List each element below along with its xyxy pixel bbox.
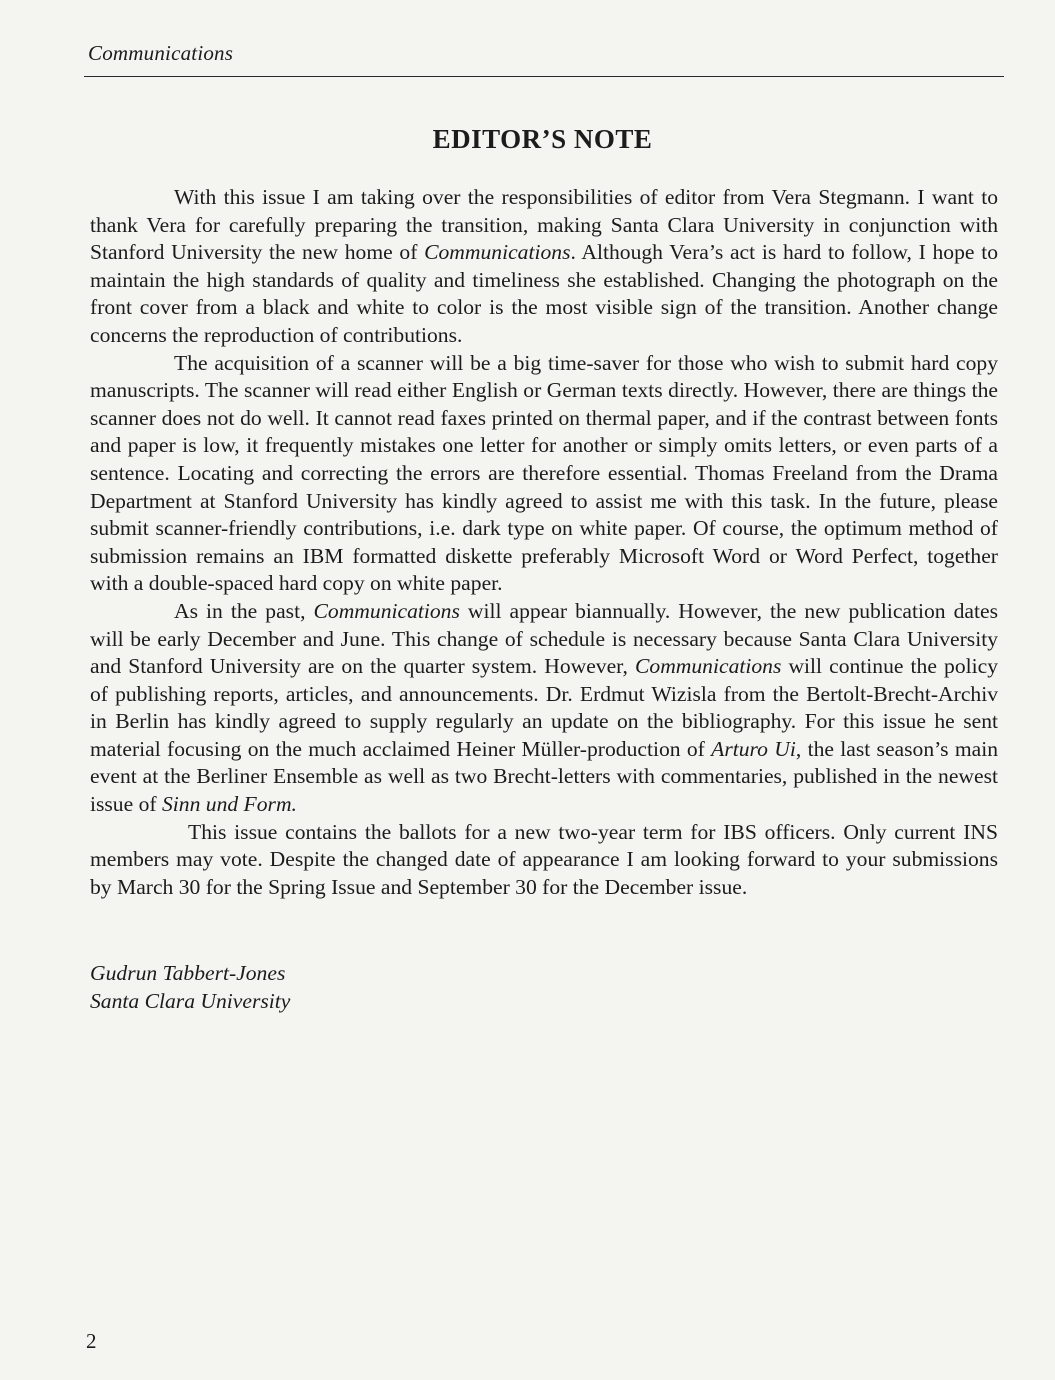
paragraph xyxy=(90,598,998,819)
italic-text-run: Communications xyxy=(424,240,571,265)
text-run: , the last season’s main event at the Berliner Ensemble as well as two Brecht-letters with commentaries, published in the newest issue of xyxy=(90,736,999,817)
italic-text-run: Sinn und Form. xyxy=(161,792,297,817)
text-run: The acquisition of a scanner will be a big time-saver for those who wish to submit hard copy manuscripts. The scanner will read either English or German texts directly. However, there are things the scanner does not do well. It cannot read faxes printed on thermal paper, and if the contrast between fonts and paper is low, it frequently mistakes one letter for another or simply omits letters, or even parts of a sentence. Locating and correcting the errors are therefore essential. Thomas Freeland from the Drama Department at Stanford University has kindly agreed to assist me with this task. In the future, please submit scanner-friendly contributions, i.e. dark type on white paper. Of course, the optimum method of submission remains an IBM formatted diskette preferably Microsoft Word or Word Perfect, together with a double-spaced hard copy on white paper. xyxy=(90,350,998,596)
article-title: EDITOR’S NOTE xyxy=(432,124,653,154)
italic-text-run: Communications xyxy=(635,654,782,679)
text-run: will appear biannually. However, the new publication dates will be early December and June. This change of schedule is necessary because Santa Clara University and Stanford University are on the quarter system. However, xyxy=(90,598,998,679)
paragraph xyxy=(90,819,998,902)
paragraph xyxy=(90,350,998,598)
text-run: As in the past, xyxy=(174,598,314,623)
paragraph xyxy=(90,184,998,350)
signature-name: Gudrun Tabbert-Jones xyxy=(90,961,286,985)
signature-affiliation: Santa Clara University xyxy=(90,989,291,1013)
text-run: will continue the policy of publishing reports, articles, and announcements. Dr. Erdmut Wizisla from the Bertolt-Brecht-Archiv in Berlin has kindly agreed to supply regularly an update on the bibliography. For this issue he sent material focusing on the much acclaimed Heiner Müller-production of xyxy=(90,654,998,761)
text-run: . Although Vera’s act is hard to follow, I hope to maintain the high standards of quality and timeliness she established. Changing the photograph on the front cover from a black and white to color is the most visible sign of the transition. Another change concerns the reproduction of contributions. xyxy=(90,240,998,347)
signature-block xyxy=(90,959,290,1015)
running-head-title: Communications xyxy=(88,41,234,65)
italic-text-run: Arturo Ui xyxy=(711,736,796,761)
page-number: 2 xyxy=(86,1329,97,1353)
text-run: With this issue I am taking over the responsibilities of editor from Vera Stegmann. I want to thank Vera for carefully preparing the transition, making Santa Clara University in conjunction with Stanford University the new home of xyxy=(90,185,998,265)
header-rule xyxy=(84,76,1004,77)
italic-text-run: Communications xyxy=(313,598,460,623)
article-body xyxy=(90,184,998,901)
text-run: This issue contains the ballots for a new two-year term for IBS officers. Only current INS members may vote. Despite the changed date of appearance I am looking forward to your submissions by March 30 for the Spring Issue and September 30 for the December issue. xyxy=(90,819,998,899)
